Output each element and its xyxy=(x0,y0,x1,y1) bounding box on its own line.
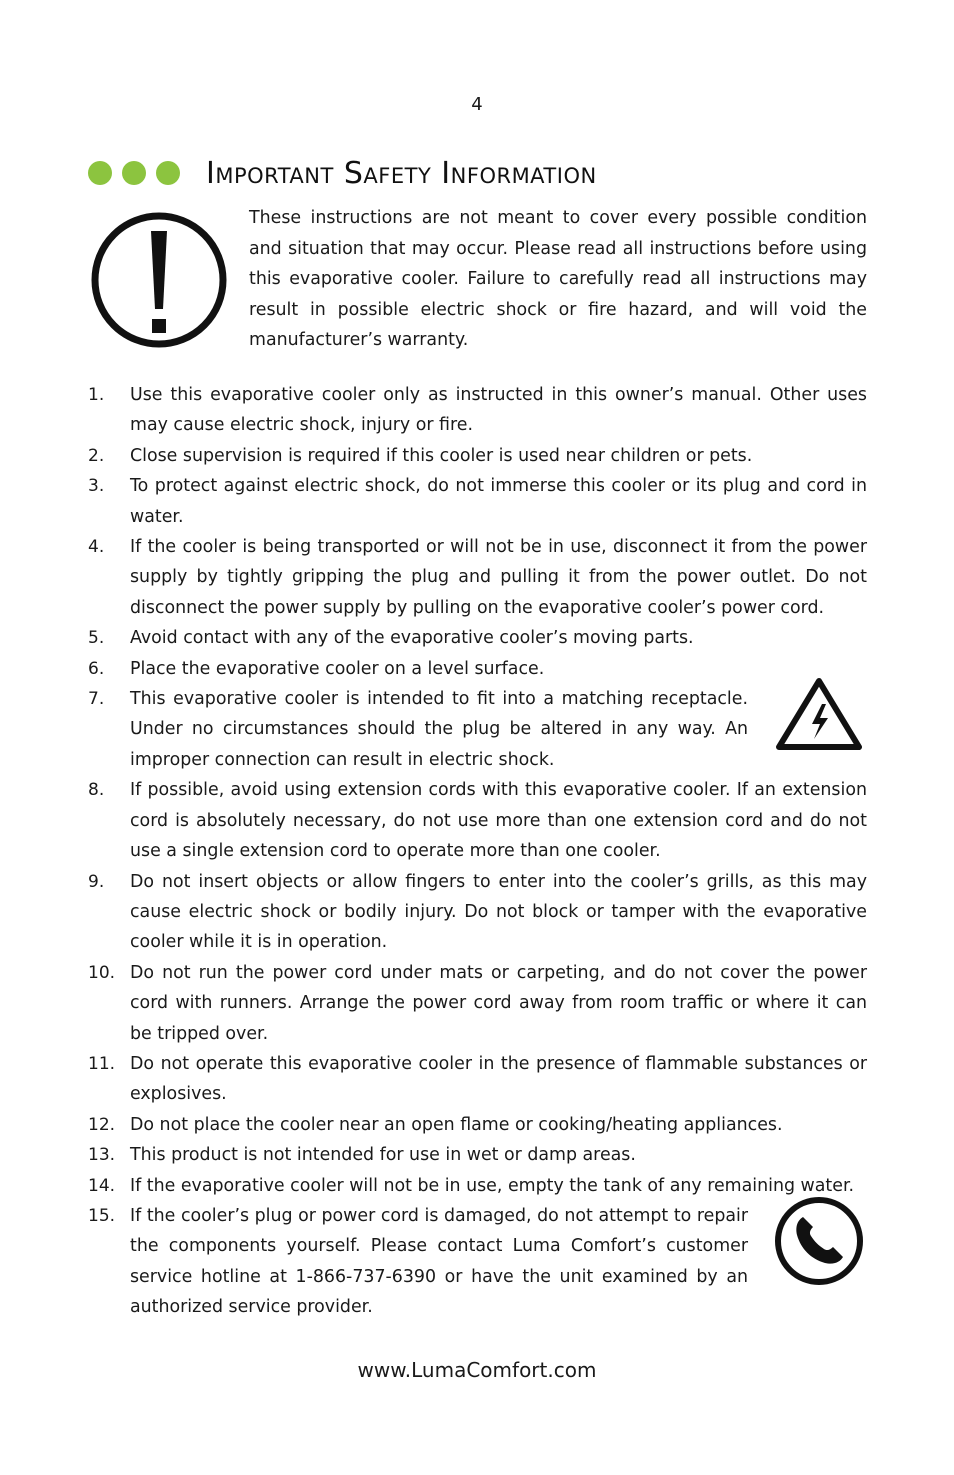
green-dot-icon xyxy=(156,161,180,185)
list-item xyxy=(88,867,867,958)
decorative-dots xyxy=(88,161,180,185)
list-item xyxy=(88,684,867,775)
item-number: 6. xyxy=(88,658,105,679)
item-text: Use this evaporative cooler only as instructed in this owner’s manual. Other uses may cause electric shock, injury or fire. xyxy=(130,385,867,436)
item-number: 13. xyxy=(88,1145,116,1166)
item-number: 5. xyxy=(88,628,105,649)
item-number: 15. xyxy=(88,1205,116,1226)
item-text: If the evaporative cooler will not be in use, empty the tank of any remaining water. xyxy=(130,1175,855,1196)
list-item xyxy=(88,1201,867,1323)
intro-text: These instructions are not meant to cover every possible condition and situation that may occur. Please read all instructions before using this evaporative cooler. Failure to carefully read all instructions may result in possible electric shock or fire hazard, and will void the manufacturer’s warranty. xyxy=(249,208,867,350)
list-item xyxy=(88,623,867,653)
item-text: Do not insert objects or allow fingers to enter into the cooler’s grills, as this may cause electric shock or bodily injury. Do not block or tamper with the evaporative cooler while it is in operation. xyxy=(130,871,867,953)
list-item xyxy=(88,471,867,532)
item-text: Do not operate this evaporative cooler in the presence of flammable substances or explosives. xyxy=(130,1053,867,1105)
list-item xyxy=(88,654,867,684)
item-number: 12. xyxy=(88,1114,116,1135)
item-number: 4. xyxy=(88,537,105,558)
list-item xyxy=(88,380,867,441)
item-text: If the cooler is being transported or will not be in use, disconnect it from the power supply by tightly gripping the plug and pulling it from the power outlet. Do not disconnect the power supply by pulling on the evaporative cooler’s power cord. xyxy=(130,537,867,618)
green-dot-icon xyxy=(88,161,112,185)
item-text: If possible, avoid using extension cords with this evaporative cooler. If an extension cord is absolutely necessary, do not use more than one extension cord and do not use a single extension cord to operate more than one cooler. xyxy=(130,780,867,862)
item-text: Do not place the cooler near an open flame or cooking/heating appliances. xyxy=(130,1114,783,1135)
list-item xyxy=(88,1049,867,1110)
item-number: 7. xyxy=(88,689,105,710)
list-item xyxy=(88,441,867,471)
list-item xyxy=(88,1110,867,1140)
phone-icon xyxy=(773,1195,865,1287)
section-header xyxy=(88,148,597,198)
green-dot-icon xyxy=(122,161,146,185)
item-text: Place the evaporative cooler on a level surface. xyxy=(130,658,545,679)
item-number: 3. xyxy=(88,476,105,497)
item-text: This product is not intended for use in wet or damp areas. xyxy=(130,1145,636,1166)
item-number: 10. xyxy=(88,962,116,983)
item-number: 2. xyxy=(88,445,105,466)
list-item xyxy=(88,1171,867,1201)
item-text: Avoid contact with any of the evaporative cooler’s moving parts. xyxy=(130,628,694,649)
exclamation-warning-icon xyxy=(88,209,230,351)
list-item xyxy=(88,775,867,866)
item-text: This evaporative cooler is intended to fit into a matching receptacle. Under no circumstances should the plug be altered in any way. An improper connection can result in electric shock. xyxy=(130,689,748,770)
item-number: 11. xyxy=(88,1053,116,1074)
list-item xyxy=(88,958,867,1049)
item-text: Close supervision is required if this cooler is used near children or pets. xyxy=(130,445,753,466)
page-title: Important Safety Information xyxy=(206,155,597,191)
electric-shock-warning-icon xyxy=(775,676,863,752)
item-number: 1. xyxy=(88,385,105,405)
item-number: 9. xyxy=(88,871,105,892)
item-text: Do not run the power cord under mats or carpeting, and do not cover the power cord with runners. Arrange the power cord away from room traffic or where it can be tripped over. xyxy=(130,962,867,1044)
item-number: 8. xyxy=(88,780,105,801)
item-number: 14. xyxy=(88,1175,116,1196)
footer-url: www.LumaComfort.com xyxy=(357,1358,597,1382)
intro-section xyxy=(88,203,867,356)
page-number: 4 xyxy=(471,94,483,115)
item-text: To protect against electric shock, do not immerse this cooler or its plug and cord in water. xyxy=(130,476,867,527)
item-text: If the cooler’s plug or power cord is damaged, do not attempt to repair the components yourself. Please contact Luma Comfort’s customer service hotline at 1-866-737-6390 or have the unit examined by an authorized service provider. xyxy=(130,1205,748,1318)
safety-list xyxy=(88,380,867,1323)
list-item xyxy=(88,532,867,623)
list-item xyxy=(88,1140,867,1170)
